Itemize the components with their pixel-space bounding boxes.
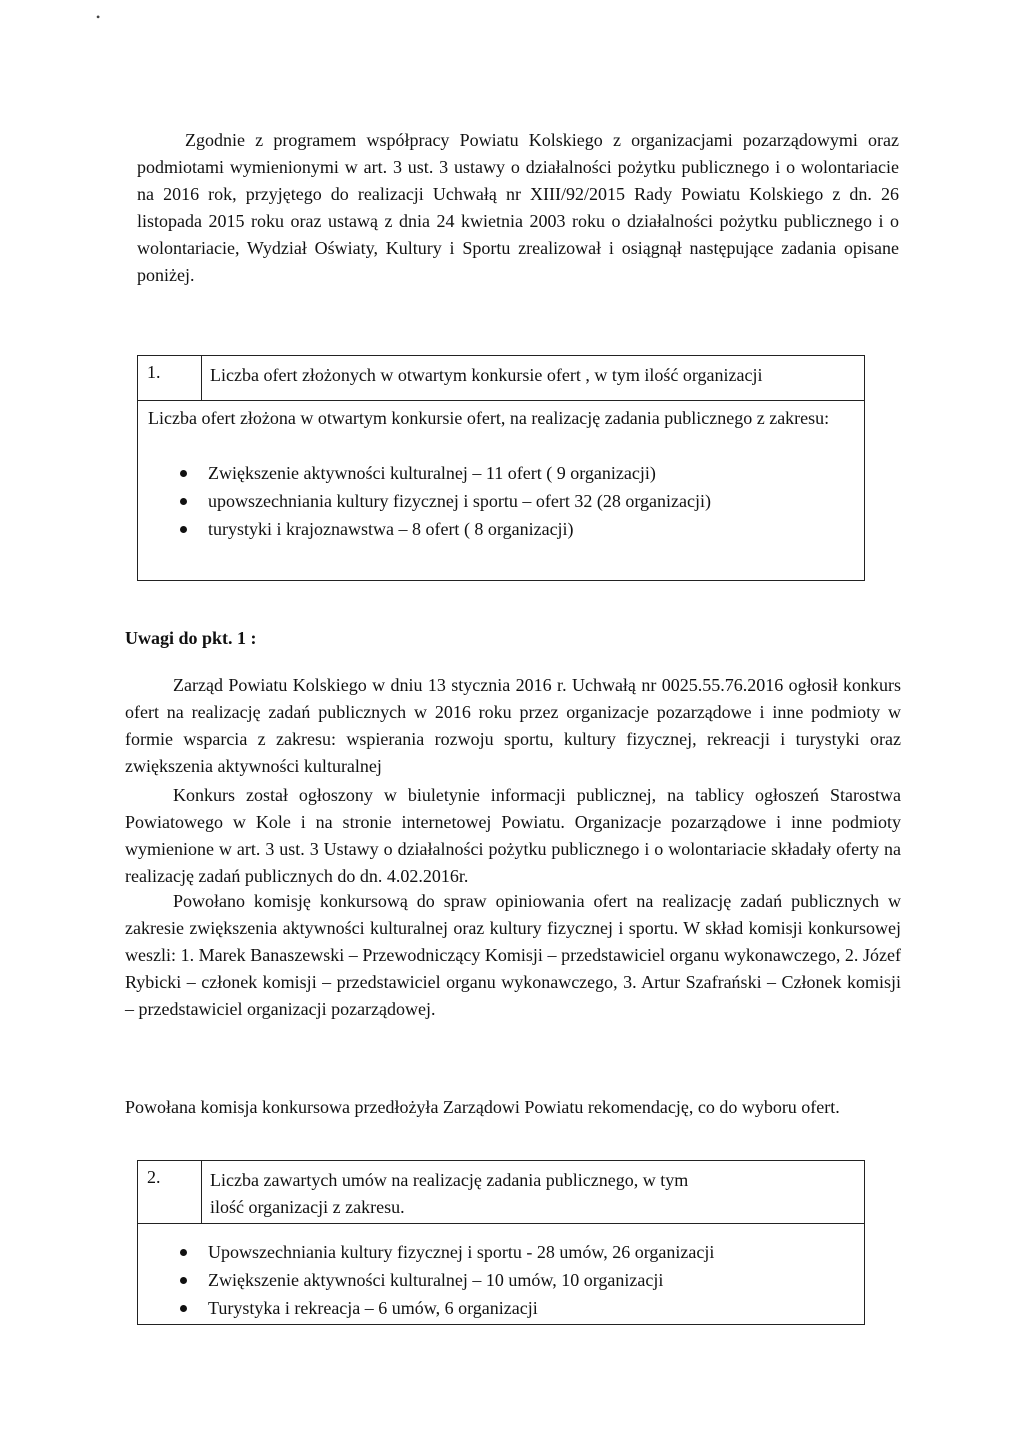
paragraph-publication: Konkurs został ogłoszony w biuletynie informacji publicznej, na tablicy ogłoszeń Starostwa Powiatowego w Kole i na stronie internetowej Powiatu. Organizacje pozarządowe i inne podmioty wymienione w art. 3 ust. 3 Ustawy o działalności pożytku publicznego i o wolontariacie składały oferty na realizację zadań publicznych do dn. 4.02.2016r.	[125, 785, 901, 886]
bullet-icon	[180, 1277, 187, 1284]
bullet-icon	[180, 1249, 187, 1256]
section-1-list	[148, 459, 854, 543]
list-item	[148, 459, 854, 487]
list-item-text: Zwiększenie aktywności kulturalnej – 11 ofert ( 9 organizacji)	[208, 463, 656, 483]
intro-paragraph: Zgodnie z programem współpracy Powiatu Kolskiego z organizacjami pozarządowymi oraz podmiotami wymienionymi w art. 3 ust. 3 ustawy o działalności pożytku publicznego i o wolontariacie na 2016 rok, przyjętego do realizacji Uchwałą nr XIII/92/2015 Rady Powiatu Kolskiego z dn. 26 listopada 2015 roku oraz ustawą z dnia 24 kwietnia 2003 roku o działalności pożytku publicznego i o wolontariacie, Wydział Oświaty, Kultury i Sportu zrealizował i osiągnął następujące zadania opisane poniżej.	[137, 130, 899, 285]
list-item-text: turystyki i krajoznawstwa – 8 ofert ( 8 organizacji)	[208, 519, 574, 539]
section-1-heading: Liczba ofert złożonych w otwartym konkursie ofert , w tym ilość organizacji	[210, 365, 763, 385]
section-2-header	[138, 1161, 864, 1224]
list-item	[148, 1266, 854, 1294]
section-2-body	[138, 1224, 864, 1322]
page-mark: •	[96, 10, 101, 24]
bullet-icon	[180, 1305, 187, 1312]
section-1-lead: Liczba ofert złożona w otwartym konkursie ofert, na realizację zadania publicznego z zakresu:	[148, 408, 830, 428]
list-item	[148, 487, 854, 515]
notes-title: Uwagi do pkt. 1 :	[125, 628, 257, 648]
section-2-number: 2.	[138, 1161, 202, 1223]
section-1-table	[137, 355, 865, 581]
section-2-table	[137, 1160, 865, 1325]
bullet-icon	[180, 526, 187, 533]
section-1-body	[138, 401, 864, 543]
list-item	[148, 1294, 854, 1322]
list-item	[148, 515, 854, 543]
list-item-text: upowszechniania kultury fizycznej i sportu – ofert 32 (28 organizacji)	[208, 491, 711, 511]
paragraph-announcement: Zarząd Powiatu Kolskiego w dniu 13 stycznia 2016 r. Uchwałą nr 0025.55.76.2016 ogłosił konkurs ofert na realizację zadań publicznych w 2016 roku przez organizacje pozarządowe i inne podmioty w formie wsparcia z zakresu: wspierania rozwoju sportu, kultury fizycznej, rekreacji i turystyki oraz zwiększenia aktywności kulturalnej	[125, 675, 901, 776]
list-item-text: Zwiększenie aktywności kulturalnej – 10 umów, 10 organizacji	[208, 1270, 664, 1290]
section-2-heading: Liczba zawartych umów na realizację zadania publicznego, w tym ilość organizacji z zakresu.	[210, 1170, 689, 1217]
bullet-icon	[180, 498, 187, 505]
list-item-text: Turystyka i rekreacja – 6 umów, 6 organizacji	[208, 1298, 538, 1318]
list-item-text: Upowszechniania kultury fizycznej i sportu - 28 umów, 26 organizacji	[208, 1242, 715, 1262]
section-1-header	[138, 356, 864, 401]
section-2-list	[148, 1238, 854, 1322]
section-1-number: 1.	[138, 356, 202, 400]
list-item	[148, 1238, 854, 1266]
paragraph-commission: Powołano komisję konkursową do spraw opiniowania ofert na realizację zadań publicznych w zakresie zwiększenia aktywności kulturalnej oraz kultury fizycznej i sportu. W skład komisji konkursowej weszli: 1. Marek Banaszewski – Przewodniczący Komisji – przedstawiciel organu wykonawczego, 2. Józef Rybicki – członek komisji – przedstawiciel organu wykonawczego, 3. Artur Szafrański – Członek komisji – przedstawiciel organizacji pozarządowej.	[125, 891, 901, 1019]
paragraph-recommendation: Powołana komisja konkursowa przedłożyła Zarządowi Powiatu rekomendację, co do wyboru ofert.	[125, 1097, 840, 1117]
bullet-icon	[180, 470, 187, 477]
